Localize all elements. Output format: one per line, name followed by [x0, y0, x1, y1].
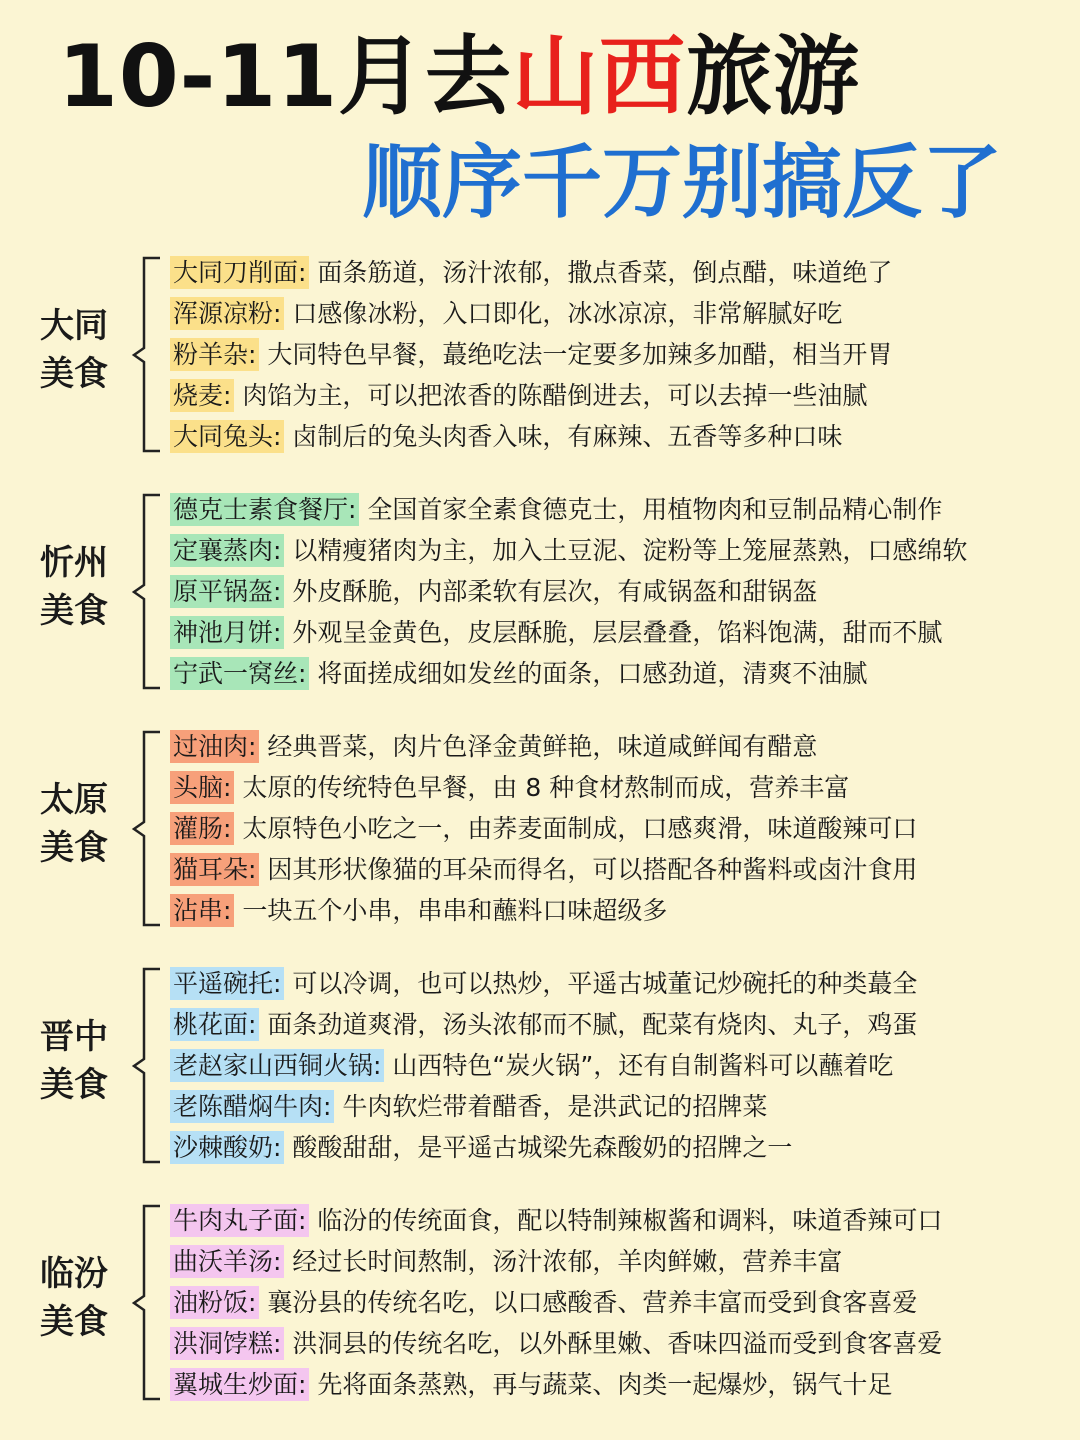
- food-desc: 临汾的传统面食，配以特制辣椒酱和调料，味道香辣可口: [317, 1206, 943, 1235]
- food-desc: 全国首家全素食德克士，用植物肉和豆制品精心制作: [367, 495, 943, 524]
- food-desc: 以精瘦猪肉为主，加入土豆泥、淀粉等上笼屉蒸熟，口感绵软: [292, 536, 968, 565]
- food-name: 大同刀削面:: [170, 256, 309, 289]
- food-name: 烧麦:: [170, 379, 234, 412]
- section-taiyuan: [0, 726, 1080, 936]
- food-name: 头脑:: [170, 771, 234, 804]
- food-name: 原平锅盔:: [170, 575, 284, 608]
- bracket-icon: [126, 252, 166, 457]
- food-name: 粉羊杂:: [170, 338, 259, 371]
- list-item: [170, 293, 892, 334]
- food-list: [170, 252, 892, 457]
- region-suffix: 美食: [40, 828, 108, 868]
- food-name: 牛肉丸子面:: [170, 1204, 309, 1237]
- list-item: [170, 334, 892, 375]
- food-name: 定襄蒸肉:: [170, 534, 284, 567]
- food-desc: 面条劲道爽滑，汤头浓郁而不腻，配菜有烧肉、丸子，鸡蛋: [267, 1010, 918, 1039]
- page-subtitle: 顺序千万别搞反了: [362, 136, 1002, 229]
- food-name: 沙棘酸奶:: [170, 1131, 284, 1164]
- food-name: 大同兔头:: [170, 420, 284, 453]
- region-name: 临汾: [40, 1254, 108, 1294]
- food-name: 沾串:: [170, 894, 234, 927]
- bracket-icon: [126, 1200, 166, 1405]
- food-name: 洪洞饽糕:: [170, 1327, 284, 1360]
- section-xinzhou: [0, 489, 1080, 699]
- region-suffix: 美食: [40, 354, 108, 394]
- food-name: 翼城生炒面:: [170, 1368, 309, 1401]
- list-item: [170, 963, 917, 1004]
- list-item: [170, 1282, 942, 1323]
- food-desc: 肉馅为主，可以把浓香的陈醋倒进去，可以去掉一些油腻: [242, 381, 868, 410]
- list-item: [170, 530, 967, 571]
- list-item: [170, 726, 917, 767]
- food-desc: 可以冷调，也可以热炒，平遥古城董记炒碗托的种类蕞全: [292, 969, 918, 998]
- food-desc: 外皮酥脆，内部柔软有层次，有咸锅盔和甜锅盔: [292, 577, 818, 606]
- list-item: [170, 1045, 917, 1086]
- food-name: 猫耳朵:: [170, 853, 259, 886]
- food-desc: 大同特色早餐，蕞绝吃法一定要多加辣多加醋，相当开胃: [267, 340, 893, 369]
- food-desc: 经典晋菜，肉片色泽金黄鲜艳，味道咸鲜闻有醋意: [267, 732, 818, 761]
- list-item: [170, 849, 917, 890]
- food-name: 德克士素食餐厅:: [170, 493, 359, 526]
- list-item: [170, 571, 967, 612]
- title-highlight: 山西: [512, 27, 687, 127]
- region-name: 忻州: [40, 543, 108, 583]
- food-desc: 外观呈金黄色，皮层酥脆，层层叠叠，馅料饱满，甜而不腻: [292, 618, 943, 647]
- food-name: 浑源凉粉:: [170, 297, 284, 330]
- food-desc: 山西特色“炭火锅”，还有自制酱料可以蘸着吃: [392, 1051, 894, 1080]
- food-name: 老赵家山西铜火锅:: [170, 1049, 384, 1082]
- region-label: [40, 302, 120, 398]
- food-desc: 襄汾县的传统名吃，以口感酸香、营养丰富而受到食客喜爱: [267, 1288, 918, 1317]
- food-list: [170, 1200, 942, 1405]
- list-item: [170, 1364, 942, 1405]
- region-suffix: 美食: [40, 1302, 108, 1342]
- list-item: [170, 1127, 917, 1168]
- food-name: 灌肠:: [170, 812, 234, 845]
- food-list: [170, 726, 917, 931]
- list-item: [170, 1086, 917, 1127]
- title-suffix: 旅游: [686, 27, 861, 127]
- food-name: 平遥碗托:: [170, 967, 284, 1000]
- food-desc: 口感像冰粉，入口即化，冰冰凉凉，非常解腻好吃: [292, 299, 843, 328]
- food-name: 过油肉:: [170, 730, 259, 763]
- list-item: [170, 1200, 942, 1241]
- food-desc: 一块五个小串，串串和蘸料口味超级多: [242, 896, 668, 925]
- list-item: [170, 653, 967, 694]
- food-desc: 因其形状像猫的耳朵而得名，可以搭配各种酱料或卤汁食用: [267, 855, 918, 884]
- food-list: [170, 963, 917, 1168]
- bracket-icon: [126, 963, 166, 1168]
- food-name: 老陈醋焖牛肉:: [170, 1090, 334, 1123]
- list-item: [170, 1241, 942, 1282]
- section-datong: [0, 252, 1080, 462]
- food-desc: 太原特色小吃之一，由荞麦面制成，口感爽滑，味道酸辣可口: [242, 814, 918, 843]
- bracket-icon: [126, 489, 166, 694]
- list-item: [170, 489, 967, 530]
- list-item: [170, 1004, 917, 1045]
- region-label: [40, 1013, 120, 1109]
- food-name: 神池月饼:: [170, 616, 284, 649]
- title-prefix: 10-11月去: [58, 27, 513, 127]
- food-name: 曲沃羊汤:: [170, 1245, 284, 1278]
- list-item: [170, 416, 892, 457]
- food-name: 宁武一窝丝:: [170, 657, 309, 690]
- food-desc: 太原的传统特色早餐，由 8 种食材熬制而成，营养丰富: [242, 773, 850, 802]
- list-item: [170, 808, 917, 849]
- food-name: 油粉饭:: [170, 1286, 259, 1319]
- section-jinzhong: [0, 963, 1080, 1173]
- food-list: [170, 489, 967, 694]
- food-desc: 洪洞县的传统名吃，以外酥里嫩、香味四溢而受到食客喜爱: [292, 1329, 943, 1358]
- list-item: [170, 612, 967, 653]
- list-item: [170, 252, 892, 293]
- region-name: 太原: [40, 780, 108, 820]
- food-desc: 面条筋道，汤汁浓郁，撒点香菜，倒点醋，味道绝了: [317, 258, 893, 287]
- region-suffix: 美食: [40, 591, 108, 631]
- food-desc: 将面搓成细如发丝的面条，口感劲道，清爽不油腻: [317, 659, 868, 688]
- region-name: 晋中: [40, 1017, 108, 1057]
- food-desc: 酸酸甜甜，是平遥古城梁先森酸奶的招牌之一: [292, 1133, 793, 1162]
- region-name: 大同: [40, 306, 108, 346]
- list-item: [170, 767, 917, 808]
- region-label: [40, 539, 120, 635]
- food-desc: 经过长时间熬制，汤汁浓郁，羊肉鲜嫩，营养丰富: [292, 1247, 843, 1276]
- list-item: [170, 1323, 942, 1364]
- region-suffix: 美食: [40, 1065, 108, 1105]
- section-linfen: [0, 1200, 1080, 1410]
- food-name: 桃花面:: [170, 1008, 259, 1041]
- page-title: [58, 22, 860, 132]
- region-label: [40, 1250, 120, 1346]
- bracket-icon: [126, 726, 166, 931]
- food-desc: 卤制后的兔头肉香入味，有麻辣、五香等多种口味: [292, 422, 843, 451]
- list-item: [170, 375, 892, 416]
- region-label: [40, 776, 120, 872]
- food-desc: 先将面条蒸熟，再与蔬菜、肉类一起爆炒，锅气十足: [317, 1370, 893, 1399]
- food-desc: 牛肉软烂带着醋香，是洪武记的招牌菜: [342, 1092, 768, 1121]
- list-item: [170, 890, 917, 931]
